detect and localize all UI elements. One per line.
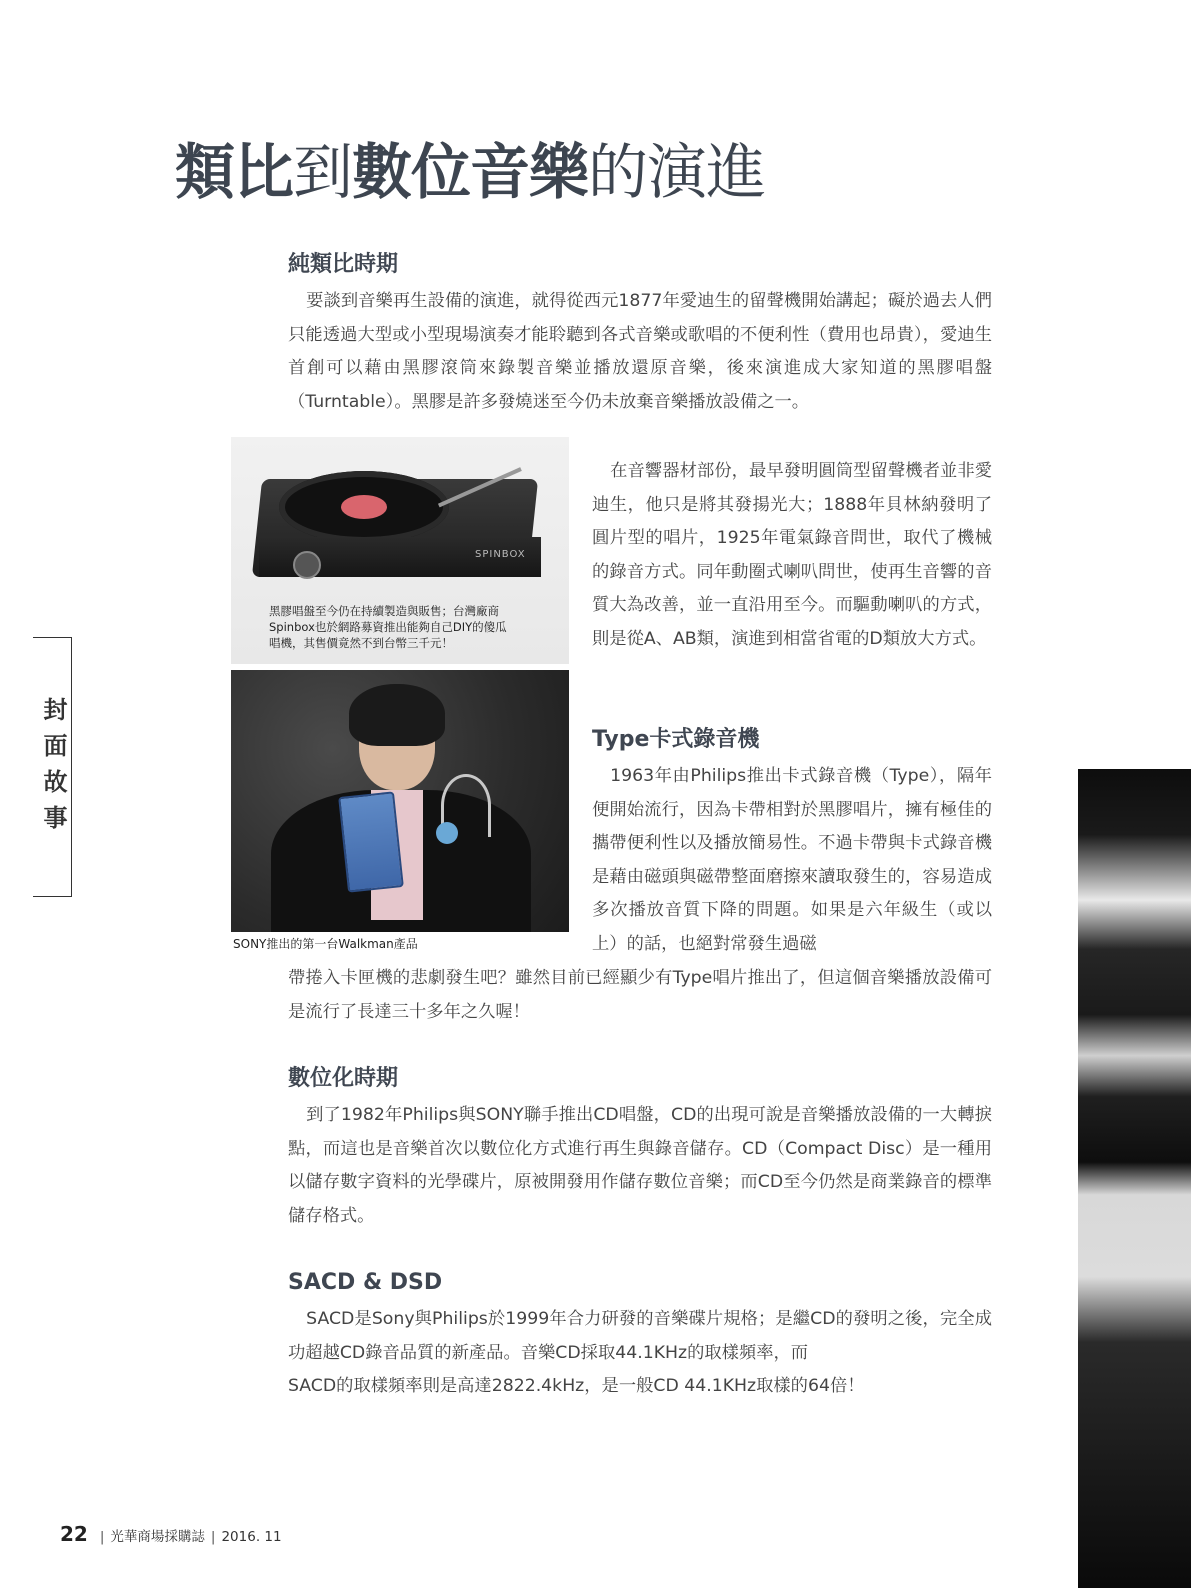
cassette-paragraph-continued: 帶捲入卡匣機的悲劇發生吧？雖然目前已經顯少有Type唱片推出了，但這個音樂播放設備可是流行了長達三十多年之久喔！	[288, 968, 992, 1022]
title-strong-1: 類比	[175, 138, 293, 208]
analog-heading: 純類比時期	[288, 252, 399, 277]
volume-knob	[293, 551, 321, 579]
sacd-paragraph-1: SACD是Sony與Philips於1999年合力研發的音樂碟片規格；是繼CD的發明之後，完全成功超越CD錄音品質的新產品。音樂CD採取44.1KHz的取樣頻率，而	[288, 1309, 992, 1363]
spinbox-logo: SPINBOX	[475, 549, 526, 560]
footer-separator: |	[210, 1529, 216, 1545]
page-footer	[60, 1520, 282, 1551]
walkman-device	[338, 791, 404, 892]
cover-story-label: 封面故事	[39, 697, 67, 841]
page-number: 22	[60, 1522, 88, 1546]
record-label	[341, 495, 387, 519]
sacd-heading: SACD & DSD	[288, 1270, 443, 1295]
title-light-2: 的演進	[588, 138, 765, 208]
footer-separator: |	[99, 1529, 105, 1545]
analog-paragraph-1: 要談到音樂再生設備的演進，就得從西元1877年愛迪生的留聲機開始講起；礙於過去人們只能透過大型或小型現場演奏才能聆聽到各式音樂或歌唱的不便利性（費用也昂貴），愛迪生首創可以藉由黑膠滾筒來錄製音樂並播放還原音樂，後來演進成大家知道的黑膠唱盤（Turntable）。黑膠是許多發燒迷至今仍未放棄音樂播放設備之一。	[288, 291, 992, 412]
hair	[349, 684, 445, 746]
cover-story-tag	[33, 637, 72, 897]
turntable-caption-line-3: 唱機，其售價竟然不到台幣三千元！	[269, 636, 453, 650]
headphone-earpad	[436, 822, 458, 844]
turntable-photo	[231, 437, 569, 664]
walkman-portrait-photo	[231, 670, 569, 932]
cassette-heading: Type卡式錄音機	[592, 727, 760, 752]
cassette-paragraph: 1963年由Philips推出卡式錄音機（Type），隔年便開始流行，因為卡帶相對於黑膠唱片，擁有極佳的攜帶便利性以及播放簡易性。不過卡帶與卡式錄音機是藉由磁頭與磁帶整面磨擦來讀取發生的，容易造成多次播放音質下降的問題。如果是六年級生（或以上）的話，也絕對常發生過磁	[592, 766, 992, 954]
magazine-name: 光華商場採購誌	[110, 1529, 205, 1545]
digital-paragraph: 到了1982年Philips與SONY聯手推出CD唱盤，CD的出現可說是音樂播放設備的一大轉捩點，而這也是音樂首次以數位化方式進行再生與錄音儲存。CD（Compact Disc）是一種用以儲存數字資料的光學碟片，原被開發用作儲存數位音樂；而CD至今仍然是商業錄音的標準儲存格式。	[288, 1105, 992, 1226]
digital-heading: 數位化時期	[288, 1066, 399, 1091]
walkman-caption: SONY推出的第一台Walkman產品	[233, 937, 418, 951]
turntable-caption-line-2: Spinbox也於網路募資推出能夠自己DIY的傻瓜	[269, 620, 507, 634]
title-light-1: 到	[293, 138, 352, 208]
sacd-paragraph-2: SACD的取樣頻率則是高達2822.4kHz，是一般CD 44.1KHz取樣的64倍！	[288, 1376, 865, 1396]
page-title	[175, 138, 765, 208]
turntable-caption-line-1: 黑膠唱盤至今仍在持續製造與販售；台灣廠商	[269, 604, 499, 618]
analog-paragraph-2: 在音響器材部份，最早發明圓筒型留聲機者並非愛迪生，他只是將其發揚光大；1888年貝林納發明了圓片型的唱片，1925年電氣錄音問世，取代了機械的錄音方式。同年動圈式喇叭問世，使再生音響的音質大為改善，並一直沿用至今。而驅動喇叭的方式，則是從A、AB類，演進到相當省電的D類放大方式。	[592, 461, 992, 649]
issue-date: 2016. 11	[221, 1529, 282, 1545]
edge-decorative-photo	[1078, 769, 1191, 1588]
title-strong-2: 數位音樂	[352, 138, 588, 208]
